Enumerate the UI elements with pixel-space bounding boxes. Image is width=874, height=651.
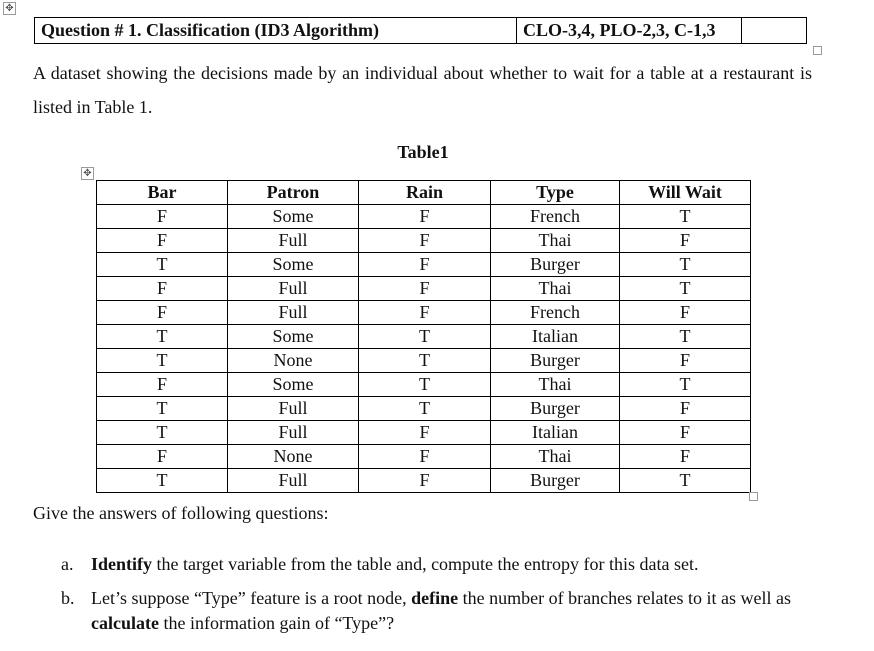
intro-line-1: A dataset showing the decisions made by an individual about whether to wait for a table at a xyxy=(33,63,718,83)
table-cell: Some xyxy=(228,325,359,349)
table-cell: Italian xyxy=(491,421,620,445)
table-cell: F xyxy=(97,445,228,469)
column-header: Will Wait xyxy=(620,181,751,205)
data-table xyxy=(96,180,751,493)
table-cell: Full xyxy=(228,277,359,301)
table-cell: T xyxy=(620,205,751,229)
question-keyword: calculate xyxy=(91,613,159,633)
table-cell: F xyxy=(359,301,491,325)
table-row xyxy=(97,469,751,493)
question-keyword: Identify xyxy=(91,554,153,574)
table-row xyxy=(97,349,751,373)
table-cell: Burger xyxy=(491,469,620,493)
table-cell: T xyxy=(97,253,228,277)
table-body xyxy=(97,205,751,493)
table-caption: Table1 xyxy=(397,142,449,162)
table-cell: Full xyxy=(228,301,359,325)
column-header: Type xyxy=(491,181,620,205)
table-cell: Thai xyxy=(491,229,620,253)
table-cell: F xyxy=(359,277,491,301)
question-keyword: define xyxy=(411,588,459,608)
move-handle-icon[interactable]: ✥ xyxy=(3,2,16,15)
table-cell: T xyxy=(620,277,751,301)
table-cell: F xyxy=(97,205,228,229)
table-cell: F xyxy=(97,229,228,253)
resize-handle-icon[interactable] xyxy=(749,492,758,501)
table-row xyxy=(97,397,751,421)
table-cell: F xyxy=(359,205,491,229)
table-cell: Full xyxy=(228,421,359,445)
table-cell: F xyxy=(97,277,228,301)
table-cell: F xyxy=(359,253,491,277)
table-cell: Some xyxy=(228,373,359,397)
column-header: Rain xyxy=(359,181,491,205)
table-cell: T xyxy=(620,469,751,493)
question-letter: b. xyxy=(61,588,75,608)
table-cell: T xyxy=(359,349,491,373)
table-cell: T xyxy=(620,253,751,277)
question-letter: a. xyxy=(61,554,74,574)
resize-handle-icon[interactable] xyxy=(813,46,822,55)
table-cell: Thai xyxy=(491,277,620,301)
table-row xyxy=(97,445,751,469)
table-cell: T xyxy=(97,469,228,493)
table-row xyxy=(97,421,751,445)
table-cell: F xyxy=(359,229,491,253)
table-cell: Some xyxy=(228,253,359,277)
table-cell: F xyxy=(620,301,751,325)
clo-label: CLO-3,4, PLO-2,3, C-1,3 xyxy=(517,18,742,44)
table-row xyxy=(97,373,751,397)
table-cell: T xyxy=(620,373,751,397)
column-header: Bar xyxy=(97,181,228,205)
table-cell: F xyxy=(620,421,751,445)
table-cell: Full xyxy=(228,229,359,253)
table-cell: Full xyxy=(228,397,359,421)
table-cell: Thai xyxy=(491,445,620,469)
questions-prompt: Give the answers of following questions: xyxy=(33,503,329,523)
table-cell: F xyxy=(97,373,228,397)
table-row xyxy=(97,205,751,229)
table-cell: F xyxy=(97,301,228,325)
question-b xyxy=(61,586,821,636)
question-text: Let’s suppose “Type” feature is a root node, xyxy=(91,588,412,608)
table-cell: French xyxy=(491,301,620,325)
table-cell: T xyxy=(97,325,228,349)
table-cell: Burger xyxy=(491,349,620,373)
table-row xyxy=(97,301,751,325)
table-cell: None xyxy=(228,445,359,469)
table-cell: French xyxy=(491,205,620,229)
table-cell: Some xyxy=(228,205,359,229)
table-cell: F xyxy=(620,445,751,469)
table-cell: F xyxy=(359,469,491,493)
table-header-row xyxy=(97,181,751,205)
table-cell: Thai xyxy=(491,373,620,397)
table-cell: F xyxy=(620,229,751,253)
table-cell: Burger xyxy=(491,253,620,277)
table-cell: Burger xyxy=(491,397,620,421)
question-text: the target variable from the table and, compute the entropy for this data set. xyxy=(152,554,699,574)
table-row xyxy=(97,253,751,277)
table-cell: T xyxy=(620,325,751,349)
header-empty-cell xyxy=(742,18,807,44)
move-handle-icon[interactable]: ✥ xyxy=(81,167,94,180)
question-title: Question # 1. Classification (ID3 Algorithm) xyxy=(35,18,517,44)
questions-list xyxy=(61,552,821,645)
table-cell: T xyxy=(97,349,228,373)
table-cell: F xyxy=(620,397,751,421)
header-table xyxy=(34,17,807,44)
column-header: Patron xyxy=(228,181,359,205)
table-cell: F xyxy=(359,421,491,445)
question-text: the number of branches relates to it as well as xyxy=(458,588,792,608)
table-cell: T xyxy=(359,397,491,421)
table-cell: F xyxy=(359,445,491,469)
table-cell: Italian xyxy=(491,325,620,349)
intro-line-2: restaurant is listed in Table 1. xyxy=(33,63,812,117)
table-cell: T xyxy=(359,373,491,397)
intro-paragraph xyxy=(33,56,812,124)
table-row xyxy=(97,277,751,301)
table-row xyxy=(97,325,751,349)
table-cell: None xyxy=(228,349,359,373)
table-row xyxy=(97,229,751,253)
table-cell: T xyxy=(97,397,228,421)
table-cell: T xyxy=(359,325,491,349)
question-a xyxy=(61,552,821,577)
table-cell: Full xyxy=(228,469,359,493)
table-cell: T xyxy=(97,421,228,445)
table-cell: F xyxy=(620,349,751,373)
question-text: the information gain of “Type”? xyxy=(158,613,395,633)
